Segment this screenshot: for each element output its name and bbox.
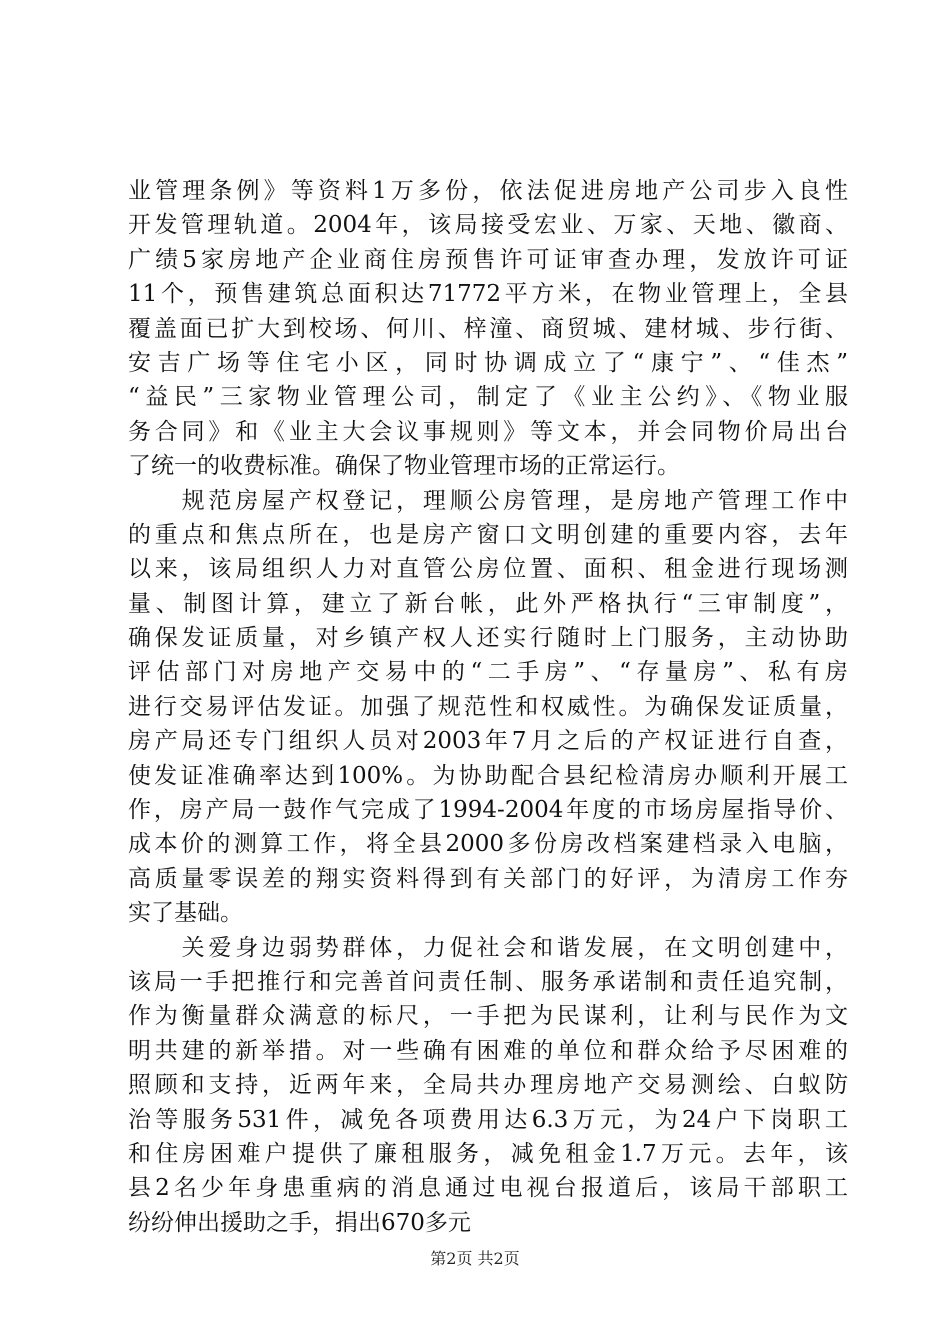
text-line: 作，房产局一鼓作气完成了1994-2004年度的市场房屋指导价、 — [128, 797, 848, 824]
paragraph-property-management — [128, 174, 848, 484]
paragraph-property-registration — [128, 484, 848, 931]
text-line: 关爱身边弱势群体，力促社会和谐发展，在文明创建中， — [128, 934, 848, 961]
text-line: 业管理条例》等资料1万多份，依法促进房地产公司步入良性 — [128, 178, 848, 204]
text-line: 以来，该局组织人力对直管公房位置、面积、租金进行现场测 — [128, 556, 848, 583]
text-line: 评估部门对房地产交易中的“二手房”、“存量房”、私有房 — [128, 659, 848, 686]
text-line: 进行交易评估发证。加强了规范性和权威性。为确保发证质量， — [128, 693, 848, 720]
text-line: 县2名少年身患重病的消息通过电视台报道后，该局干部职工 — [128, 1175, 848, 1202]
text-line: 和住房困难户提供了廉租服务，减免租金1.7万元。去年，该 — [128, 1140, 848, 1167]
text-line: “益民”三家物业管理公司，制定了《业主公约》、《物业服 — [128, 384, 848, 411]
text-line: 11个，预售建筑总面积达71772平方米，在物业管理上，全县 — [128, 281, 848, 308]
text-line: 了统一的收费标准。确保了物业管理市场的正常运行。 — [128, 453, 680, 480]
text-line: 量、制图计算，建立了新台帐，此外严格执行“三审制度”， — [128, 590, 848, 617]
text-line: 纷纷伸出援助之手，捐出670多元 — [128, 1209, 471, 1236]
text-line: 广绩5家房地产企业商住房预售许可证审查办理，发放许可证 — [128, 246, 848, 273]
text-line: 确保发证质量，对乡镇产权人还实行随时上门服务，主动协助 — [128, 625, 848, 652]
text-line: 作为衡量群众满意的标尺，一手把为民谋利，让利与民作为文 — [128, 1003, 848, 1030]
text-line: 务合同》和《业主大会议事规则》等文本，并会同物价局出台 — [128, 418, 848, 445]
text-line: 规范房屋产权登记，理顺公房管理，是房地产管理工作中 — [128, 487, 848, 514]
document-body — [128, 174, 848, 1240]
text-line: 使发证准确率达到100%。为协助配合县纪检清房办顺利开展工 — [128, 762, 848, 789]
text-line: 该局一手把推行和完善首问责任制、服务承诺制和责任追究制， — [128, 968, 848, 995]
text-line: 高质量零误差的翔实资料得到有关部门的好评，为清房工作夯 — [128, 865, 848, 892]
text-line: 开发管理轨道。2004年，该局接受宏业、万家、天地、徽商、 — [128, 212, 848, 239]
page-number-footer: 第2页 共2页 — [430, 1249, 520, 1268]
text-line: 安吉广场等住宅小区，同时协调成立了“康宁”、“佳杰” — [128, 349, 848, 376]
text-line: 的重点和焦点所在，也是房产窗口文明创建的重要内容，去年 — [128, 521, 848, 548]
text-line: 治等服务531件，减免各项费用达6.3万元，为24户下岗职工 — [128, 1106, 848, 1133]
text-line: 实了基础。 — [128, 900, 243, 927]
text-line: 照顾和支持，近两年来，全局共办理房地产交易测绘、白蚁防 — [128, 1072, 848, 1099]
text-line: 明共建的新举措。对一些确有困难的单位和群众给予尽困难的 — [128, 1037, 848, 1064]
text-line: 房产局还专门组织人员对2003年7月之后的产权证进行自查， — [128, 728, 848, 755]
text-line: 成本价的测算工作，将全县2000多份房改档案建档录入电脑， — [128, 831, 848, 858]
text-line: 覆盖面已扩大到校场、何川、梓潼、商贸城、建材城、步行街、 — [128, 315, 848, 342]
paragraph-vulnerable-groups — [128, 931, 848, 1241]
